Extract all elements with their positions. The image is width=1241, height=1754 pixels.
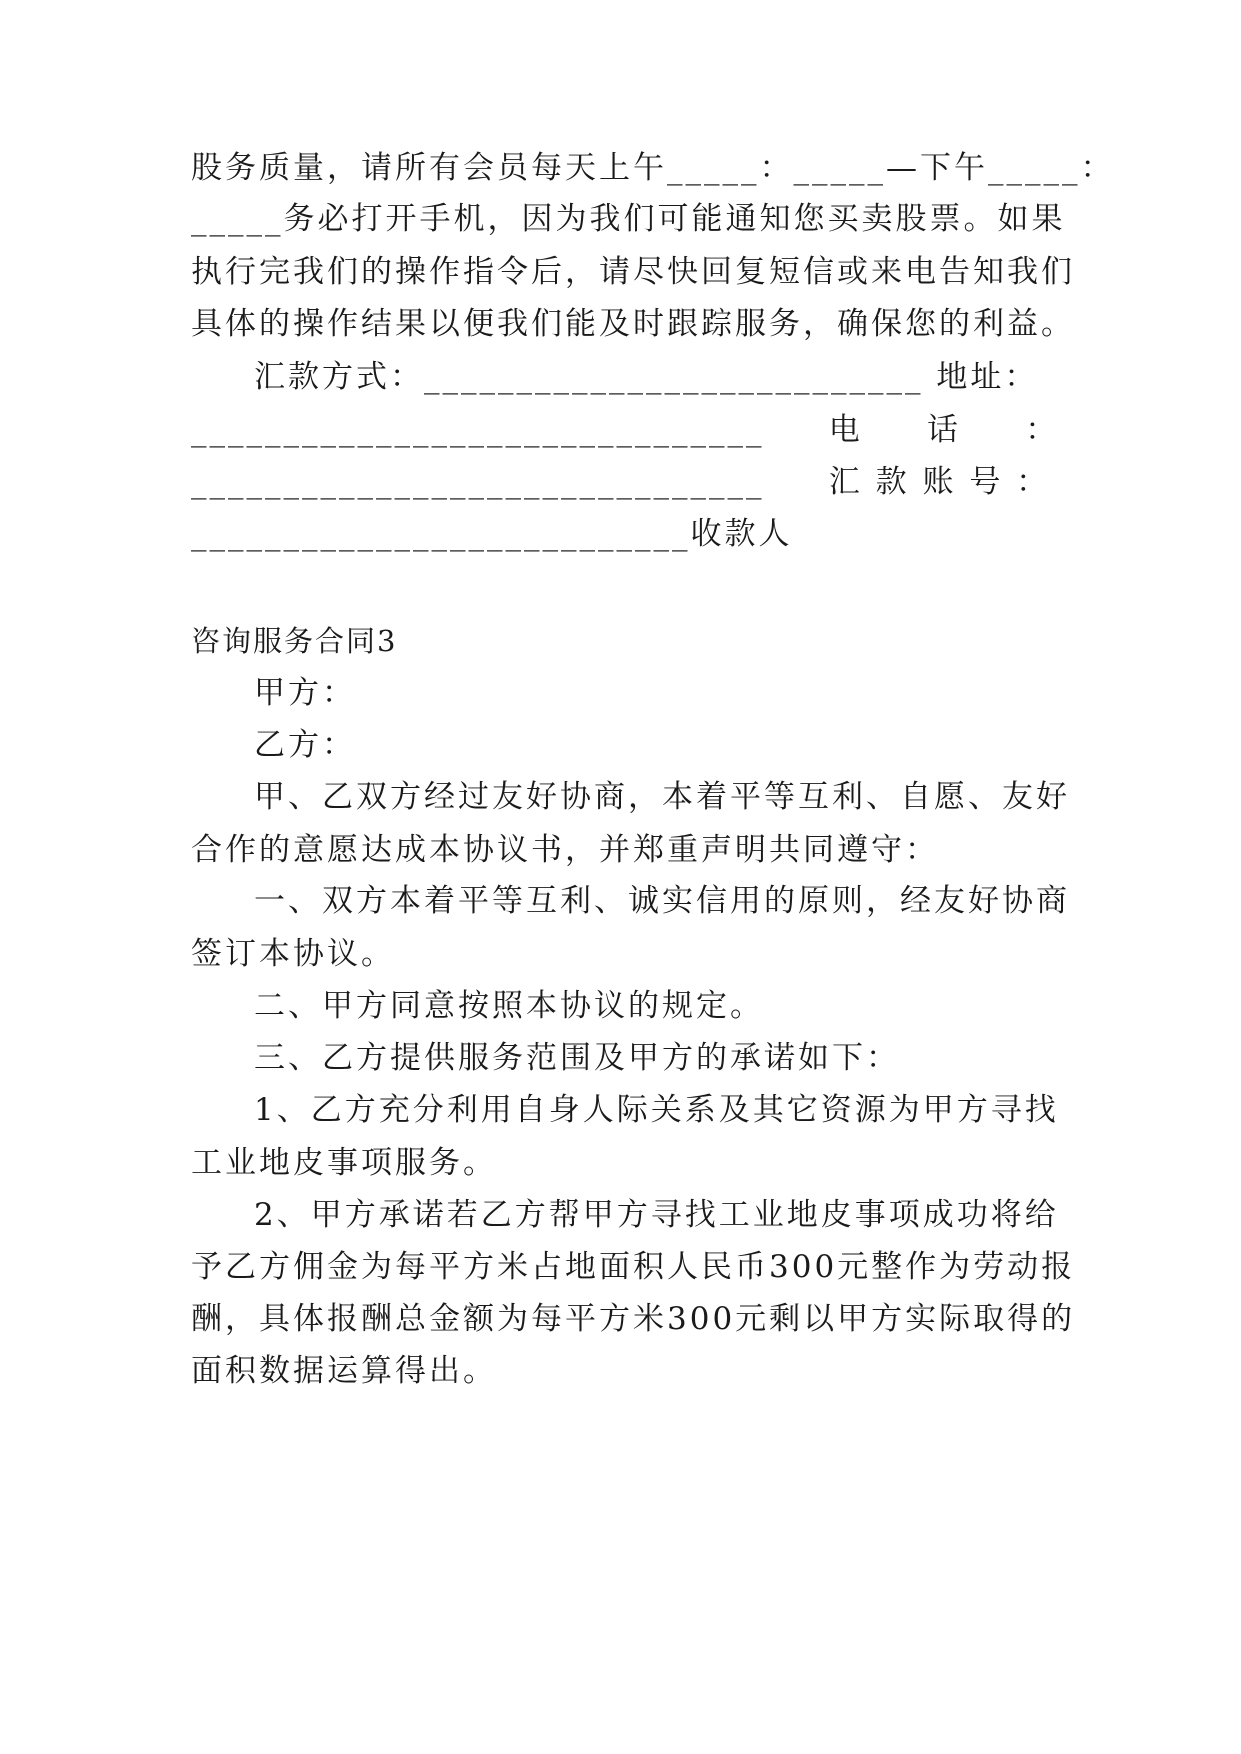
party-a-line: 甲方： (254, 675, 356, 711)
body-text-line: 股务质量，请所有会员每天上午_____：_____—下午_____： (191, 150, 1115, 186)
clause-line: 三、乙方提供服务范围及甲方的承诺如下： (254, 1040, 900, 1076)
body-text-line: _____务必打开手机，因为我们可能通知您买卖股票。如果 (191, 201, 1066, 237)
sub-clause-line: 工业地皮事项服务。 (191, 1145, 497, 1181)
payee-line: ___________________________收款人 (191, 516, 793, 552)
remittance-method-line: 汇款方式：___________________________ 地址： (254, 359, 1039, 395)
party-b-line: 乙方： (254, 727, 356, 763)
sub-clause-line: 面积数据运算得出。 (191, 1353, 497, 1389)
body-text-line: 具体的操作结果以便我们能及时跟踪服务，确保您的利益。 (191, 306, 1075, 342)
clause-line: 一、双方本着平等互利、诚实信用的原则，经友好协商 (254, 883, 1070, 919)
account-number-line: _______________________________ 汇 款 账 号 ： (191, 464, 1051, 500)
sub-clause-line: 予乙方佣金为每平方米占地面积人民币300元整作为劳动报 (191, 1249, 1076, 1285)
sub-clause-line: 酬，具体报酬总金额为每平方米300元剩以甲方实际取得的 (191, 1301, 1076, 1337)
sub-clause-line: 2、甲方承诺若乙方帮甲方寻找工业地皮事项成功将给 (254, 1197, 1059, 1233)
phone-line: _______________________________ 电 话 ： (191, 412, 1060, 448)
body-text-line: 合作的意愿达成本协议书，并郑重声明共同遵守： (191, 832, 939, 868)
sub-clause-line: 1、乙方充分利用自身人际关系及其它资源为甲方寻找 (254, 1092, 1059, 1128)
body-text-line: 执行完我们的操作指令后，请尽快回复短信或来电告知我们 (191, 254, 1075, 290)
body-text-line: 甲、乙双方经过友好协商，本着平等互利、自愿、友好 (254, 779, 1070, 815)
clause-line: 签订本协议。 (191, 936, 395, 972)
clause-line: 二、甲方同意按照本协议的规定。 (254, 988, 764, 1024)
section-title: 咨询服务合同3 (191, 624, 398, 658)
